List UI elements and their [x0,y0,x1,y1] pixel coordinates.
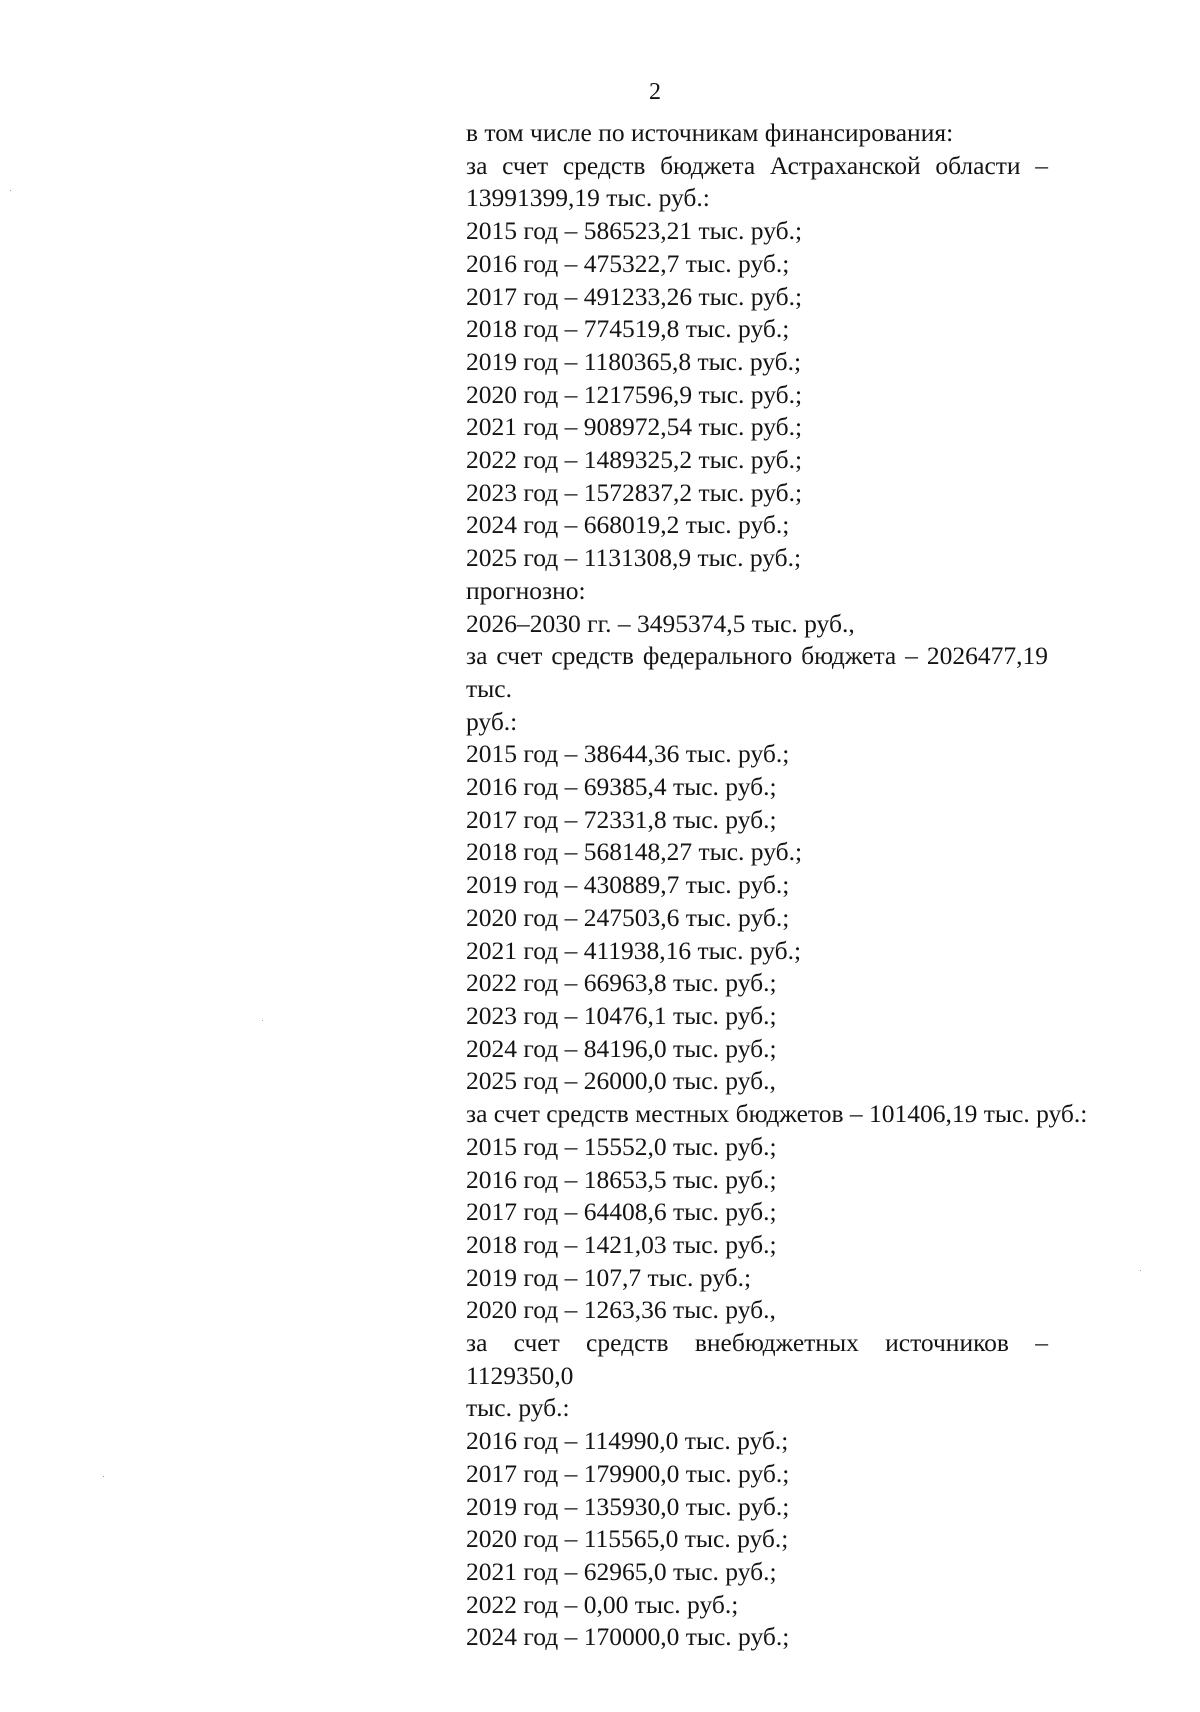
regional-year-2022: 2022 год – 1489325,2 тыс. руб.; [466,445,803,475]
federal-year-2025: 2025 год – 26000,0 тыс. руб., [466,1066,776,1096]
forecast-label: прогнозно: [466,575,586,605]
federal-year-2021: 2021 год – 411938,16 тыс. руб.; [466,935,802,965]
federal-year-2024: 2024 год – 84196,0 тыс. руб.; [466,1033,777,1063]
regional-year-2019: 2019 год – 1180365,8 тыс. руб.; [466,346,802,376]
extrabudgetary-year-2021: 2021 год – 62965,0 тыс. руб.; [466,1556,777,1586]
federal-budget-heading-cont: руб.: [466,706,518,736]
extrabudgetary-year-2016: 2016 год – 114990,0 тыс. руб.; [466,1426,789,1456]
regional-year-2018: 2018 год – 774519,8 тыс. руб.; [466,314,790,344]
federal-year-2022: 2022 год – 66963,8 тыс. руб.; [466,968,777,998]
regional-budget-section [466,150,1048,641]
extrabudgetary-year-2017: 2017 год – 179900,0 тыс. руб.; [466,1458,790,1488]
federal-year-2023: 2023 год – 10476,1 тыс. руб.; [466,1000,777,1030]
local-budget-heading: за счет средств местных бюджетов – 101406,19 тыс. руб.: [466,1099,1088,1129]
local-year-2019: 2019 год – 107,7 тыс. руб.; [466,1262,752,1292]
federal-year-2017: 2017 год – 72331,8 тыс. руб.; [466,804,777,834]
regional-budget-total: 13991399,19 тыс. руб.: [466,183,710,213]
regional-year-2020: 2020 год – 1217596,9 тыс. руб.; [466,379,803,409]
regional-year-2024: 2024 год – 668019,2 тыс. руб.; [466,510,790,540]
regional-year-2015: 2015 год – 586523,21 тыс. руб.; [466,216,803,246]
regional-budget-heading: за счет средств бюджета Астраханской области – [466,150,1048,180]
federal-year-2020: 2020 год – 247503,6 тыс. руб.; [466,902,790,932]
local-year-2018: 2018 год – 1421,03 тыс. руб.; [466,1229,777,1259]
extrabudgetary-year-2019: 2019 год – 135930,0 тыс. руб.; [466,1491,790,1521]
forecast-2026-2030: 2026–2030 гг. – 3495374,5 тыс. руб., [466,608,855,638]
regional-year-2025: 2025 год – 1131308,9 тыс. руб.; [466,543,802,573]
regional-year-2021: 2021 год – 908972,54 тыс. руб.; [466,412,803,442]
regional-year-2016: 2016 год – 475322,7 тыс. руб.; [466,248,790,278]
extrabudgetary-heading-cont: тыс. руб.: [466,1393,570,1423]
regional-year-2023: 2023 год – 1572837,2 тыс. руб.; [466,477,803,507]
extrabudgetary-year-2024: 2024 год – 170000,0 тыс. руб.; [466,1622,790,1652]
local-budget-section [466,1098,1088,1327]
regional-year-2017: 2017 год – 491233,26 тыс. руб.; [466,281,803,311]
federal-year-2018: 2018 год – 568148,27 тыс. руб.; [466,837,803,867]
local-year-2016: 2016 год – 18653,5 тыс. руб.; [466,1164,777,1194]
page-number: 2 [649,79,661,105]
scan-speck [262,1020,263,1021]
federal-budget-section [466,640,1048,1098]
extrabudgetary-year-2022: 2022 год – 0,00 тыс. руб.; [466,1589,739,1619]
local-year-2017: 2017 год – 64408,6 тыс. руб.; [466,1197,777,1227]
federal-budget-heading: за счет средств федерального бюджета – 2026477,19 тыс. [466,641,1048,703]
financing-text-block [466,117,1088,1654]
federal-year-2015: 2015 год – 38644,36 тыс. руб.; [466,739,790,769]
scan-speck [10,190,11,191]
scan-speck [103,1476,104,1477]
financing-intro: в том числе по источникам финансирования: [466,118,954,147]
extrabudgetary-section [466,1327,1048,1654]
federal-year-2016: 2016 год – 69385,4 тыс. руб.; [466,772,777,802]
local-year-2015: 2015 год – 15552,0 тыс. руб.; [466,1131,777,1161]
local-year-2020: 2020 год – 1263,36 тыс. руб., [466,1295,776,1325]
federal-year-2019: 2019 год – 430889,7 тыс. руб.; [466,870,790,900]
extrabudgetary-year-2020: 2020 год – 115565,0 тыс. руб.; [466,1524,789,1554]
scan-speck [1140,1270,1141,1271]
extrabudgetary-heading: за счет средств внебюджетных источников – 1129350,0 [466,1328,1048,1390]
